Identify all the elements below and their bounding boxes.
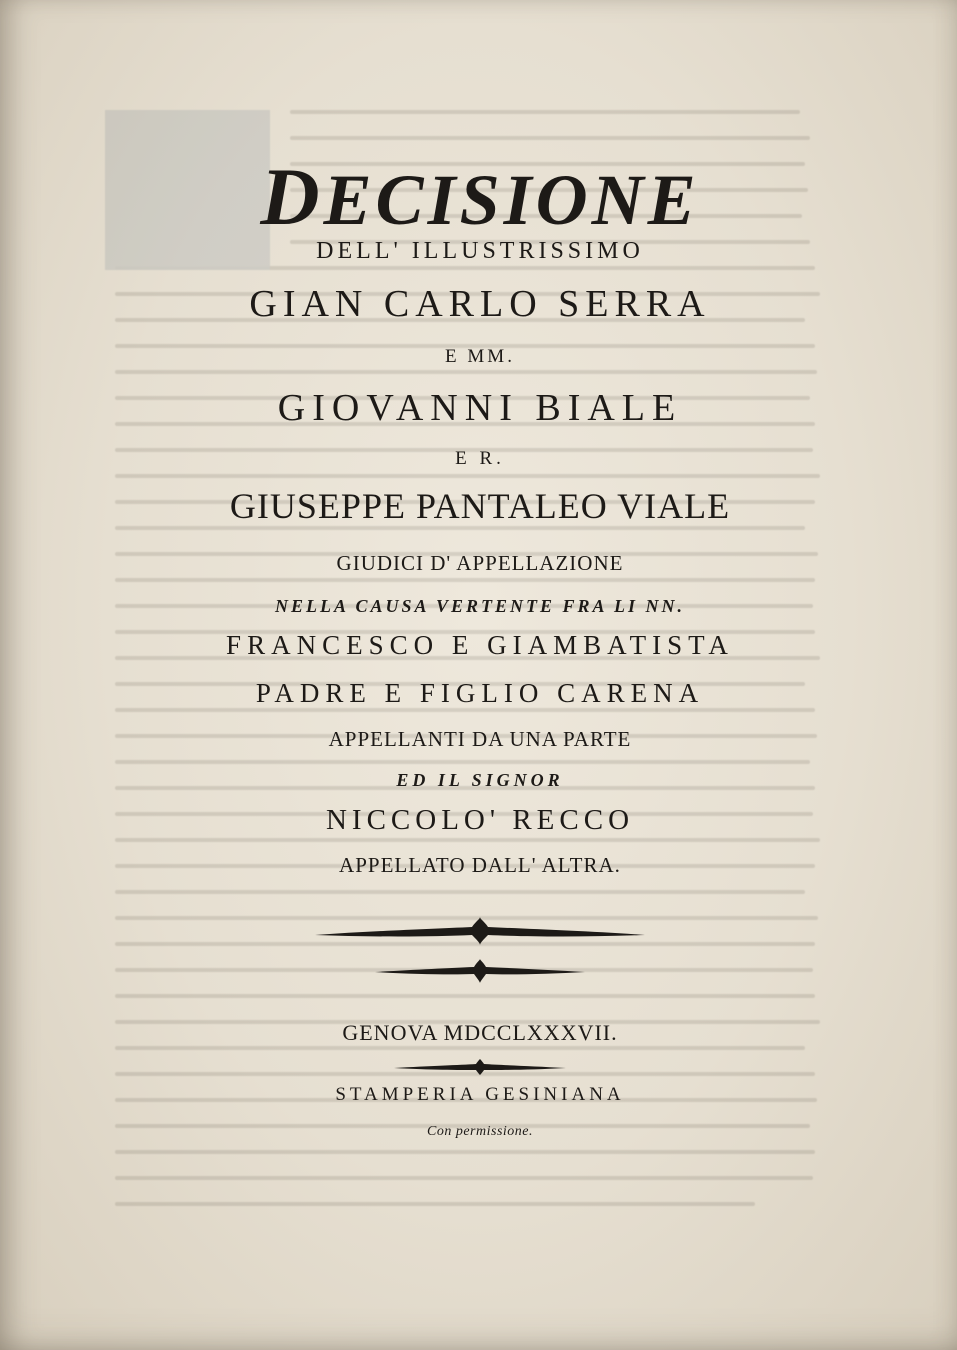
line-giovanni-biale: GIOVANNI BIALE [277,387,683,429]
ornament-large [310,915,650,955]
line-ed-il-signor: ED IL SIGNOR [396,770,564,790]
line-giuseppe-pantaleo-viale: GIUSEPPE PANTALEO VIALE [229,486,731,526]
ornament-small [390,1058,570,1078]
line-appellato: APPELLATO DALL' ALTRA. [339,853,621,877]
line-francesco-giambatista: FRANCESCO E GIAMBATISTA [226,630,734,660]
line-nella-causa: NELLA CAUSA VERTENTE FRA LI NN. [274,596,686,616]
ornament-medium [370,958,590,988]
title-rest: ECISIONE [323,160,700,240]
show-through-text [105,110,825,1220]
line-appellanti: APPELLANTI DA UNA PARTE [328,727,632,751]
line-dell-illustrissimo: DELL' ILLUSTRISSIMO [316,238,644,264]
line-gian-carlo-serra: GIAN CARLO SERRA [249,283,711,325]
line-stamperia: STAMPERIA GESINIANA [335,1084,625,1105]
line-e-r: E R. [455,448,505,469]
main-title [80,150,880,244]
line-con-permissione: Con permissione. [427,1124,533,1139]
line-padre-figlio-carena: PADRE E FIGLIO CARENA [255,678,705,708]
line-e-mm: E MM. [445,346,515,367]
line-genova-date: GENOVA MDCCLXXXVII. [342,1020,618,1045]
line-giudici-appellazione: GIUDICI D' APPELLAZIONE [336,551,624,575]
title-initial: D [260,151,324,242]
line-niccolo-recco: NICCOLO' RECCO [325,804,635,836]
